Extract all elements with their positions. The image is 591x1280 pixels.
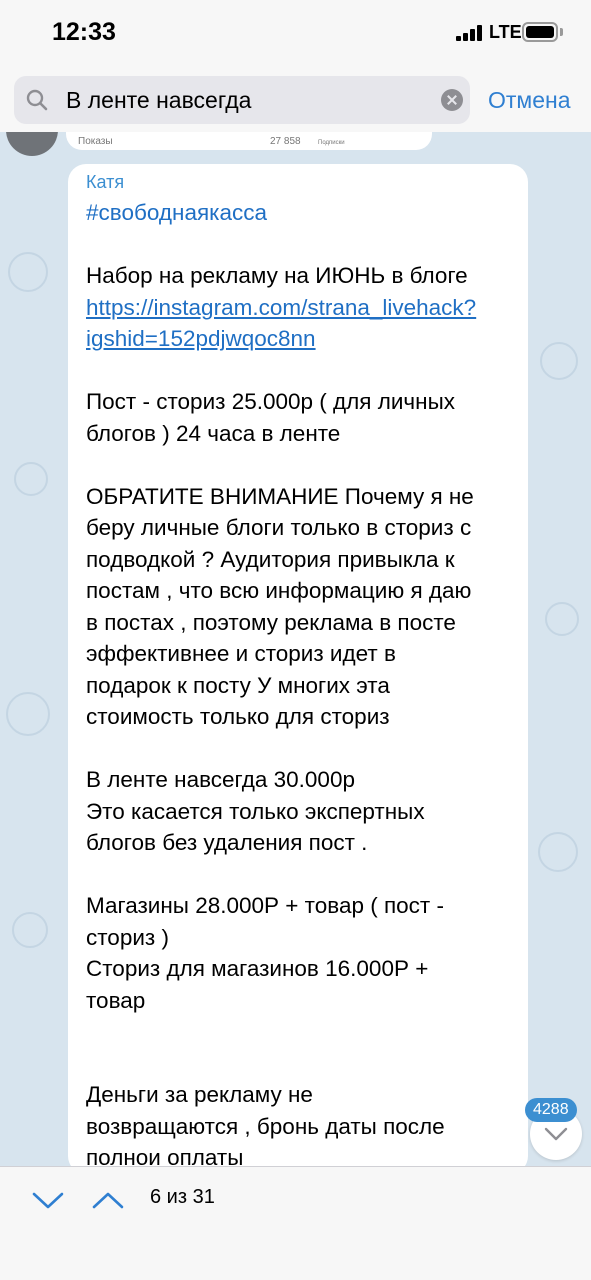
clear-icon[interactable] bbox=[441, 89, 463, 111]
message-line: Набор на рекламу на ИЮНЬ в блоге bbox=[86, 263, 468, 288]
message-line: Сториз для магазинов 16.000Р + bbox=[86, 956, 429, 981]
stat-label: Показы bbox=[78, 136, 113, 147]
search-icon bbox=[26, 89, 48, 111]
message-bubble[interactable] bbox=[68, 164, 528, 1166]
unread-badge: 4288 bbox=[525, 1098, 577, 1122]
chevron-down-icon bbox=[30, 1185, 66, 1215]
message-line: товар bbox=[86, 987, 146, 1013]
chat-area[interactable] bbox=[0, 132, 591, 1166]
message-link[interactable]: https://instagram.com/strana_livehack? bbox=[86, 294, 477, 320]
message-line: ОБРАТИТЕ ВНИМАНИЕ Почему я не bbox=[86, 483, 474, 509]
search-input[interactable] bbox=[66, 76, 436, 124]
message-line: постам , что всю информацию я даю bbox=[86, 578, 472, 603]
message-line bbox=[86, 733, 518, 765]
search-field[interactable] bbox=[14, 76, 470, 124]
message-line: беру личные блоги только в сториз с bbox=[86, 515, 472, 540]
chevron-up-icon bbox=[90, 1185, 126, 1215]
previous-result-button[interactable] bbox=[90, 1185, 126, 1215]
message-link[interactable]: igshid=152pdjwqoc8nn bbox=[86, 326, 316, 351]
message-hashtag[interactable]: #свободнаякасса bbox=[86, 200, 267, 225]
message-line: подарок к посту У многих эта bbox=[86, 672, 390, 698]
message-line: в постах , поэтому реклама в посте bbox=[86, 609, 456, 635]
message-line bbox=[86, 859, 518, 891]
message-line bbox=[86, 1048, 518, 1080]
status-bar bbox=[0, 0, 591, 68]
stat-sublabel: Подписки bbox=[318, 140, 345, 146]
stat-value: 27 858 bbox=[270, 136, 301, 147]
previous-message-bubble[interactable] bbox=[66, 132, 432, 150]
message-line: возвращаются , бронь даты после bbox=[86, 1113, 445, 1139]
message-line: Магазины 28.000Р + товар ( пост - bbox=[86, 893, 444, 918]
bottom-bar bbox=[0, 1166, 591, 1280]
cancel-button[interactable]: Отмена bbox=[488, 87, 571, 113]
search-bar bbox=[0, 68, 591, 132]
signal-icon bbox=[456, 25, 486, 41]
message-line: стоимость только для сториз bbox=[86, 704, 390, 729]
message-line: блогов без удаления пост . bbox=[86, 830, 368, 855]
chevron-down-icon bbox=[544, 1124, 568, 1144]
battery-icon bbox=[522, 22, 558, 42]
status-time: 12:33 bbox=[52, 18, 116, 46]
message-line: В ленте навсегда 30.000р bbox=[86, 767, 355, 792]
message-line bbox=[86, 229, 518, 261]
message-line: Пост - сториз 25.000р ( для личных bbox=[86, 389, 455, 414]
message-line bbox=[86, 449, 518, 481]
network-type: LTE bbox=[489, 22, 522, 42]
message-line: эффективнее и сториз идет в bbox=[86, 641, 396, 666]
message-line: полнои оплаты bbox=[86, 1145, 244, 1166]
message-line: Это касается только экспертных bbox=[86, 798, 425, 824]
message-line: сториз ) bbox=[86, 924, 169, 950]
message-line bbox=[86, 355, 518, 387]
avatar[interactable] bbox=[6, 132, 58, 156]
message-line bbox=[86, 1016, 518, 1048]
message-text bbox=[86, 197, 518, 1166]
next-result-button[interactable] bbox=[30, 1185, 66, 1215]
result-counter: 6 из 31 bbox=[150, 1186, 215, 1208]
message-line: подводкой ? Аудитория привыкла к bbox=[86, 546, 455, 572]
message-sender[interactable]: Катя bbox=[86, 172, 125, 192]
message-line: блогов ) 24 часа в ленте bbox=[86, 420, 341, 446]
message-line: Деньги за рекламу не bbox=[86, 1082, 313, 1107]
